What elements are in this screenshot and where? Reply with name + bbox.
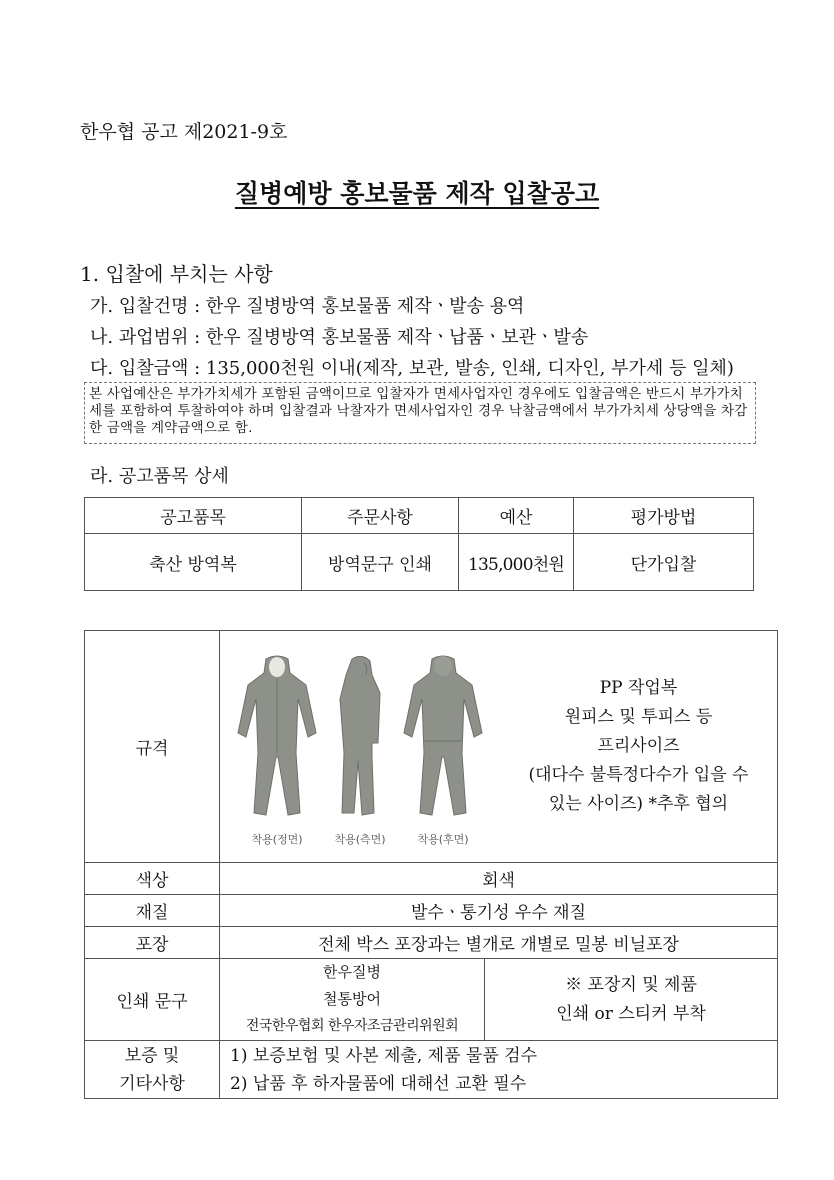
page-title: 질병예방 홍보물품 제작 입찰공고 [234, 179, 600, 208]
warranty-label [85, 1041, 220, 1099]
material-value: 발수ㆍ통기성 우수 재질 [220, 895, 778, 927]
item-scope: 나. 과업범위 : 한우 질병방역 홍보물품 제작ㆍ납품ㆍ보관ㆍ발송 [90, 327, 589, 348]
print-row [85, 959, 778, 1041]
material-row [85, 895, 778, 927]
print-note-line: ※ 포장지 및 제품 [565, 974, 697, 995]
photo-front [236, 653, 318, 847]
warranty-content [220, 1041, 778, 1099]
header-order: 주문사항 [302, 498, 459, 534]
sub-heading: 라. 공고품목 상세 [90, 466, 229, 487]
print-note-line: 인쇄 or 스티커 부착 [556, 1003, 706, 1024]
warranty-line: 1) 보증보험 및 사본 제출, 제품 물품 검수 [230, 1045, 538, 1066]
warranty-row [85, 1041, 778, 1099]
section-heading: 1. 입찰에 부치는 사항 [80, 262, 273, 286]
warranty-label-line: 기타사항 [119, 1073, 185, 1094]
coverall-side-image [330, 653, 390, 825]
header-eval: 평가방법 [574, 498, 754, 534]
spec-label: 규격 [85, 631, 220, 863]
item-bid-amount: 다. 입찰금액 : 135,000천원 이내(제작, 보관, 발송, 인쇄, 디자인, 부가세 등 일체) [90, 358, 734, 379]
packaging-row [85, 927, 778, 959]
packaging-value: 전체 박스 포장과는 별개로 개별로 밀봉 비닐포장 [220, 927, 778, 959]
cell-budget: 135,000천원 [459, 534, 574, 591]
summary-header-row [85, 498, 754, 534]
photo-back [402, 653, 484, 847]
vat-note: 본 사업예산은 부가가치세가 포함된 금액이므로 입찰자가 면세사업자인 경우에도 입찰금액은 반드시 부가가치세를 포함하여 투찰하여야 하며 입찰결과 낙찰자가 면세사업자인 경우 낙찰금액에서 부가가치세 상당액을 차감한 금액을 계약금액으로 함. [84, 382, 756, 444]
spec-line: 있는 사이즈) *추후 협의 [548, 794, 729, 814]
coverall-back-image [402, 653, 484, 825]
caption-back: 착용(후면) [417, 832, 469, 846]
spec-line: PP 작업복 [599, 678, 678, 698]
color-row [85, 863, 778, 895]
item-bid-name: 가. 입찰건명 : 한우 질병방역 홍보물품 제작ㆍ발송 용역 [90, 296, 525, 317]
spec-line: 프리사이즈 [597, 736, 680, 756]
print-line: 철통방어 [323, 990, 381, 1008]
print-note [485, 959, 778, 1041]
header-item: 공고품목 [85, 498, 302, 534]
photo-side [330, 653, 390, 847]
summary-table [84, 497, 754, 591]
print-line: 전국한우협회 한우자조금관리위원회 [245, 1018, 459, 1034]
print-line: 한우질병 [323, 963, 381, 981]
cell-item: 축산 방역복 [85, 534, 302, 591]
caption-side: 착용(측면) [334, 832, 386, 846]
color-label: 색상 [85, 863, 220, 895]
material-label: 재질 [85, 895, 220, 927]
coverall-front-image [236, 653, 318, 825]
photo-gallery [220, 647, 500, 847]
summary-row [85, 534, 754, 591]
spec-line: 원피스 및 투피스 등 [564, 707, 713, 727]
spec-description [500, 674, 777, 819]
print-label: 인쇄 문구 [85, 959, 220, 1041]
warranty-line: 2) 납품 후 하자물품에 대해선 교환 필수 [230, 1073, 527, 1094]
spec-row [85, 631, 778, 863]
print-text [220, 959, 485, 1041]
spec-line: (대다수 불특정다수가 입을 수 [528, 765, 749, 785]
packaging-label: 포장 [85, 927, 220, 959]
cell-eval: 단가입찰 [574, 534, 754, 591]
spec-table [84, 630, 778, 1099]
notice-number: 한우협 공고 제2021-9호 [80, 121, 288, 143]
caption-front: 착용(정면) [251, 832, 303, 846]
spec-content [220, 631, 778, 863]
cell-order: 방역문구 인쇄 [302, 534, 459, 591]
header-budget: 예산 [459, 498, 574, 534]
warranty-label-line: 보증 및 [124, 1045, 180, 1066]
color-value: 회색 [220, 863, 778, 895]
